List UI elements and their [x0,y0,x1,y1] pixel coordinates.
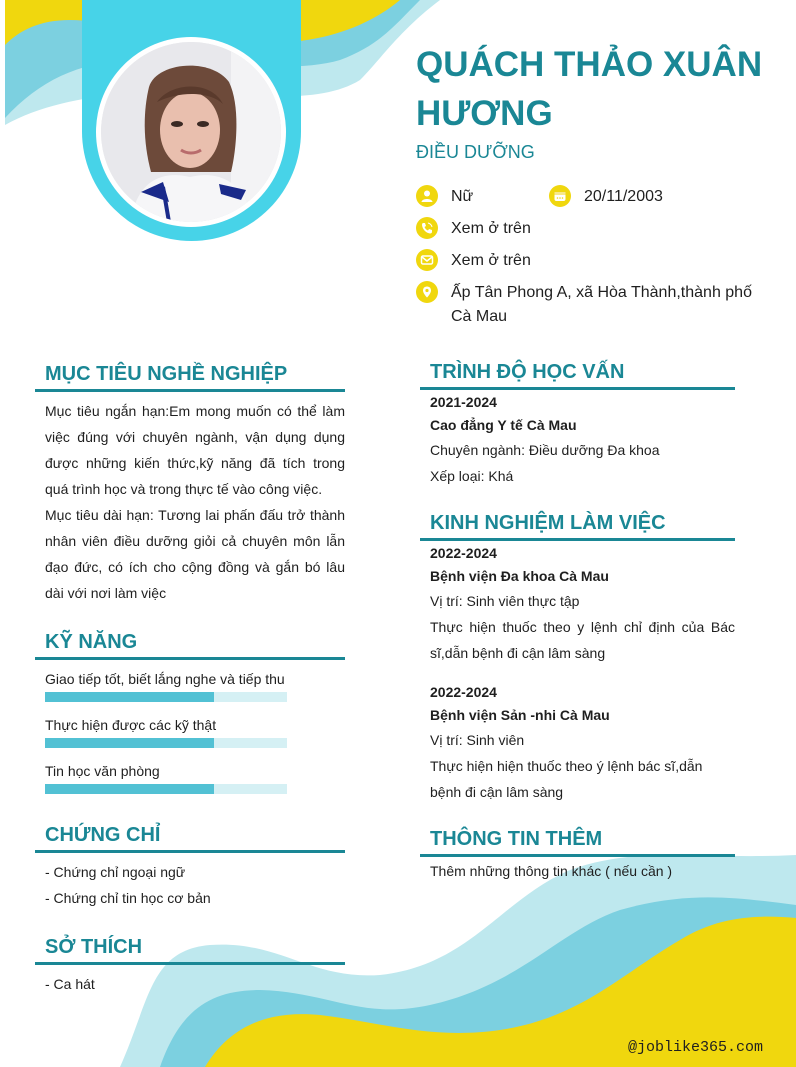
education-period: 2021-2024 [430,394,497,410]
skill-bar [45,692,287,702]
experience-period: 2022-2024 [430,545,497,561]
skill-label: Giao tiếp tốt, biết lắng nghe và tiếp thu [45,671,285,687]
avatar [101,42,281,222]
skill-bar-fill [45,692,214,702]
avatar-portrait-icon [101,42,281,222]
section-divider [420,854,735,857]
section-divider [35,850,345,853]
experience-description: Thực hiện hiện thuốc theo ý lệnh bác sĩ,dẫn bệnh đi cận lâm sàng [430,758,703,800]
experience-place: Bệnh viện Sản -nhi Cà Mau [430,707,610,723]
skill-label: Thực hiện được các kỹ thật [45,717,217,733]
certificate-item: - Chứng chỉ ngoại ngữ [45,864,186,880]
contact-birthday: 20/11/2003 [549,185,663,209]
section-title-skills: KỸ NĂNG [45,631,138,653]
watermark: @joblike365.com [628,1039,764,1056]
contact-gender: Nữ [416,185,473,209]
skill-bar-fill [45,784,214,794]
experience-description: Thực hiện thuốc theo y lệnh chỉ định của Bác sĩ,dẫn bệnh đi cận lâm sàng [430,619,735,661]
section-title-objective: MỤC TIÊU NGHỀ NGHIỆP [45,363,288,385]
skill-label: Tin học văn phòng [45,763,160,779]
hobby-item: - Ca hát [45,976,95,992]
mail-icon [416,249,438,271]
section-divider [35,389,345,392]
candidate-name: QUÁCH THẢO XUÂN HƯƠNG [416,45,763,133]
section-divider [35,962,345,965]
experience-period: 2022-2024 [430,684,497,700]
section-title-hobbies: SỞ THÍCH [45,936,143,958]
phone-icon [416,217,438,239]
contact-phone: Xem ở trên [416,217,531,241]
user-icon [416,185,438,207]
section-title-education: TRÌNH ĐỘ HỌC VẤN [430,361,625,383]
additional-info-text: Thêm những thông tin khác ( nếu cần ) [430,863,673,879]
objective-short-term: Mục tiêu ngắn hạn:Em mong muốn có thể làm việc đúng với chuyên ngành, vận dụng dụng được những kiến thức,kỹ năng đã tích trong quá trình học và trong thực tế vào công việc. [45,403,345,497]
section-divider [420,387,735,390]
section-divider [35,657,345,660]
experience-position: Vị trí: Sinh viên [430,732,525,748]
candidate-role: ĐIỀU DƯỠNG [416,142,535,162]
skill-bar [45,784,287,794]
section-title-certificates: CHỨNG CHỈ [45,824,161,846]
section-title-additional: THÔNG TIN THÊM [430,828,603,850]
location-pin-icon [416,281,438,303]
education-school: Cao đẳng Y tế Cà Mau [430,417,577,433]
education-grade: Xếp loại: Khá [430,468,514,484]
contact-address: Ấp Tân Phong A, xã Hòa Thành,thành phố Cà Mau [416,281,756,329]
skill-bar [45,738,287,748]
calendar-icon [549,185,571,207]
education-major: Chuyên ngành: Điều dưỡng Đa khoa [430,442,660,458]
skill-bar-fill [45,738,214,748]
section-title-experience: KINH NGHIỆM LÀM VIỆC [430,512,666,534]
objective-long-term: Mục tiêu dài hạn: Tương lai phấn đấu trở thành nhân viên điều dưỡng giỏi cả chuyên môn lẫn đạo đức, có ích cho cộng đồng và gắn bó lâu dài với nơi làm việc [45,507,345,601]
certificate-item: - Chứng chỉ tin học cơ bản [45,890,211,906]
section-divider [420,538,735,541]
contact-email: Xem ở trên [416,249,531,273]
experience-position: Vị trí: Sinh viên thực tập [430,593,580,609]
experience-place: Bệnh viện Đa khoa Cà Mau [430,568,609,584]
